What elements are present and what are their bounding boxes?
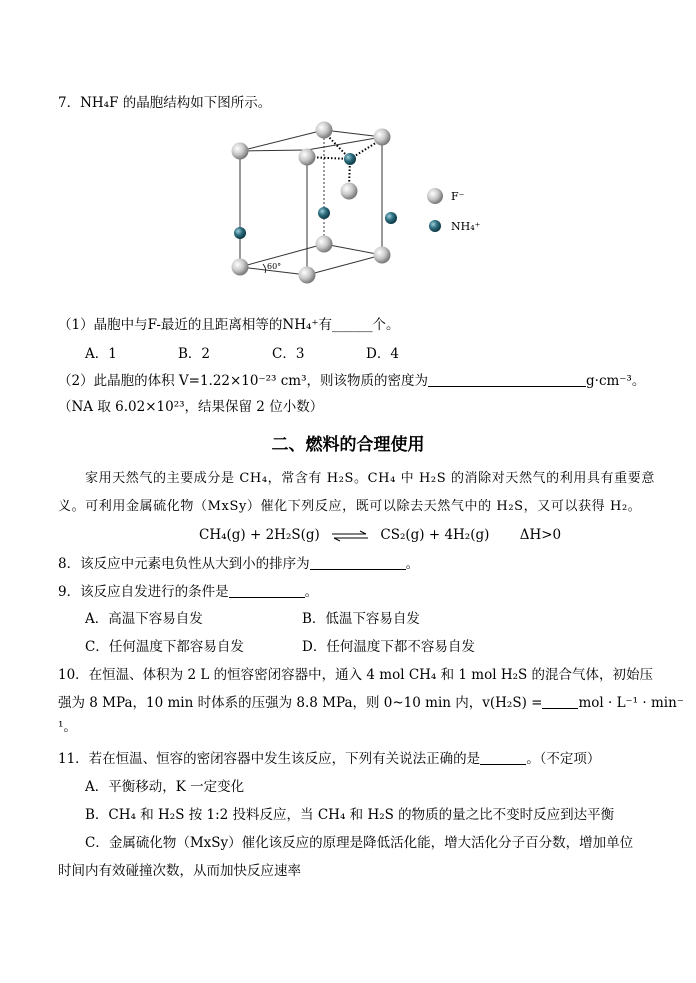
- q11-option-b: B．CH₄ 和 H₂S 按 1:2 投料反应，当 CH₄ 和 H₂S 的物质的量之比不变时反应到达平衡: [85, 807, 615, 823]
- q7-sub2-note: （NA 取 6.02×10²³，结果保留 2 位小数）: [58, 399, 324, 415]
- f-atom: [299, 149, 316, 166]
- crystal-cell-diagram: [225, 117, 495, 292]
- f-atom: [316, 236, 333, 253]
- q7-stem: 7．NH₄F 的晶胞结构如下图所示。: [58, 95, 272, 111]
- f-atom: [232, 143, 249, 160]
- q9-text: 9．该反应自发进行的条件是: [58, 584, 229, 600]
- q7-sub1: （1）晶胞中与F-最近的且距离相等的NH₄⁺有______个。: [58, 317, 400, 333]
- answer-blank[interactable]: [480, 750, 526, 765]
- legend-f-label: F⁻: [451, 190, 465, 203]
- q9-option-c: C．任何温度下都容易自发: [85, 639, 244, 655]
- q9-option-d: D．任何温度下都不容易自发: [302, 639, 475, 655]
- q10-line-1: 10．在恒温、体积为 2 L 的恒容密闭容器中，通入 4 mol CH₄ 和 1 mol H₂S 的混合气体，初始压: [58, 667, 654, 683]
- equation-right: CS₂(g) + 4H₂(g): [380, 527, 490, 543]
- q11-option-a: A．平衡移动，K 一定变化: [85, 779, 245, 795]
- angle-arc: [263, 264, 266, 273]
- q9-option-b: B．低温下容易自发: [302, 611, 420, 627]
- q7-sub2-text: （2）此晶胞的体积 V=1.22×10⁻²³ cm³，则该物质的密度为: [58, 373, 429, 389]
- legend-nh4-label: NH₄⁺: [451, 220, 481, 233]
- nh4-atom: [385, 212, 397, 224]
- q8: [58, 554, 419, 574]
- f-atom: [374, 129, 391, 146]
- intro-line-1: 家用天然气的主要成分是 CH₄，常含有 H₂S。CH₄ 中 H₂S 的消除对天然气的利用具有重要意: [85, 471, 655, 486]
- q11: [58, 749, 600, 769]
- f-atom: [232, 259, 249, 276]
- answer-blank[interactable]: [310, 555, 406, 570]
- f-atom: [341, 183, 358, 200]
- q9: [58, 582, 318, 602]
- nh4-atom: [234, 227, 246, 239]
- q11-end: 。（不定项）: [526, 751, 601, 767]
- q11-option-c-line-2: 时间内有效碰撞次数，从而加快反应速率: [58, 863, 301, 879]
- equation-left: CH₄(g) + 2H₂S(g): [199, 527, 320, 543]
- q8-text: 8．该反应中元素电负性从大到小的排序为: [58, 556, 310, 572]
- answer-blank[interactable]: [542, 694, 578, 709]
- legend-nh4-icon: [429, 220, 441, 232]
- equation: [199, 525, 561, 545]
- q11-option-c-line-1: C．金属硫化物（MxSy）催化该反应的原理是降低活化能，增大活化分子百分数，增加单位: [85, 835, 634, 851]
- q9-option-a: A．高温下容易自发: [85, 611, 203, 627]
- q10-line-2a: 强为 8 MPa，10 min 时体系的压强为 8.8 MPa，则 0~10 min 内，v(H₂S) =: [58, 695, 543, 711]
- angle-label: 60°: [267, 262, 282, 271]
- q7-option-b: B．2: [178, 346, 211, 362]
- equilibrium-arrow-icon: [330, 530, 370, 542]
- q8-end: 。: [405, 556, 420, 572]
- q7-option-a: A．1: [85, 346, 117, 362]
- equation-dh: ΔH>0: [519, 527, 562, 543]
- f-atom: [374, 247, 391, 264]
- q10-line-2: [58, 693, 684, 713]
- q9-end: 。: [304, 584, 319, 600]
- f-atom: [299, 267, 316, 284]
- q7-option-d: D．4: [366, 346, 399, 362]
- q7-sub2-unit: g·cm⁻³。: [586, 373, 646, 389]
- answer-blank[interactable]: [428, 372, 586, 387]
- answer-blank[interactable]: [229, 583, 305, 598]
- f-atom: [316, 122, 333, 139]
- nh4-atom: [344, 153, 356, 165]
- nh4-atom: [318, 207, 330, 219]
- q7-sub2: [58, 371, 645, 391]
- nh4-atoms: [234, 153, 397, 239]
- section-title: 二、燃料的合理使用: [271, 435, 425, 455]
- q10-line-2b: mol · L⁻¹ · min⁻: [578, 695, 684, 711]
- q7-option-c: C．3: [272, 346, 305, 362]
- intro-line-2: 义。可利用金属硫化物（MxSy）催化下列反应，既可以除去天然气中的 H₂S，又可以获得 H₂。: [58, 499, 642, 514]
- q10-line-3: ¹。: [58, 719, 77, 735]
- q11-text: 11．若在恒温、恒容的密闭容器中发生该反应，下列有关说法正确的是: [58, 751, 481, 767]
- legend-f-icon: [427, 188, 443, 204]
